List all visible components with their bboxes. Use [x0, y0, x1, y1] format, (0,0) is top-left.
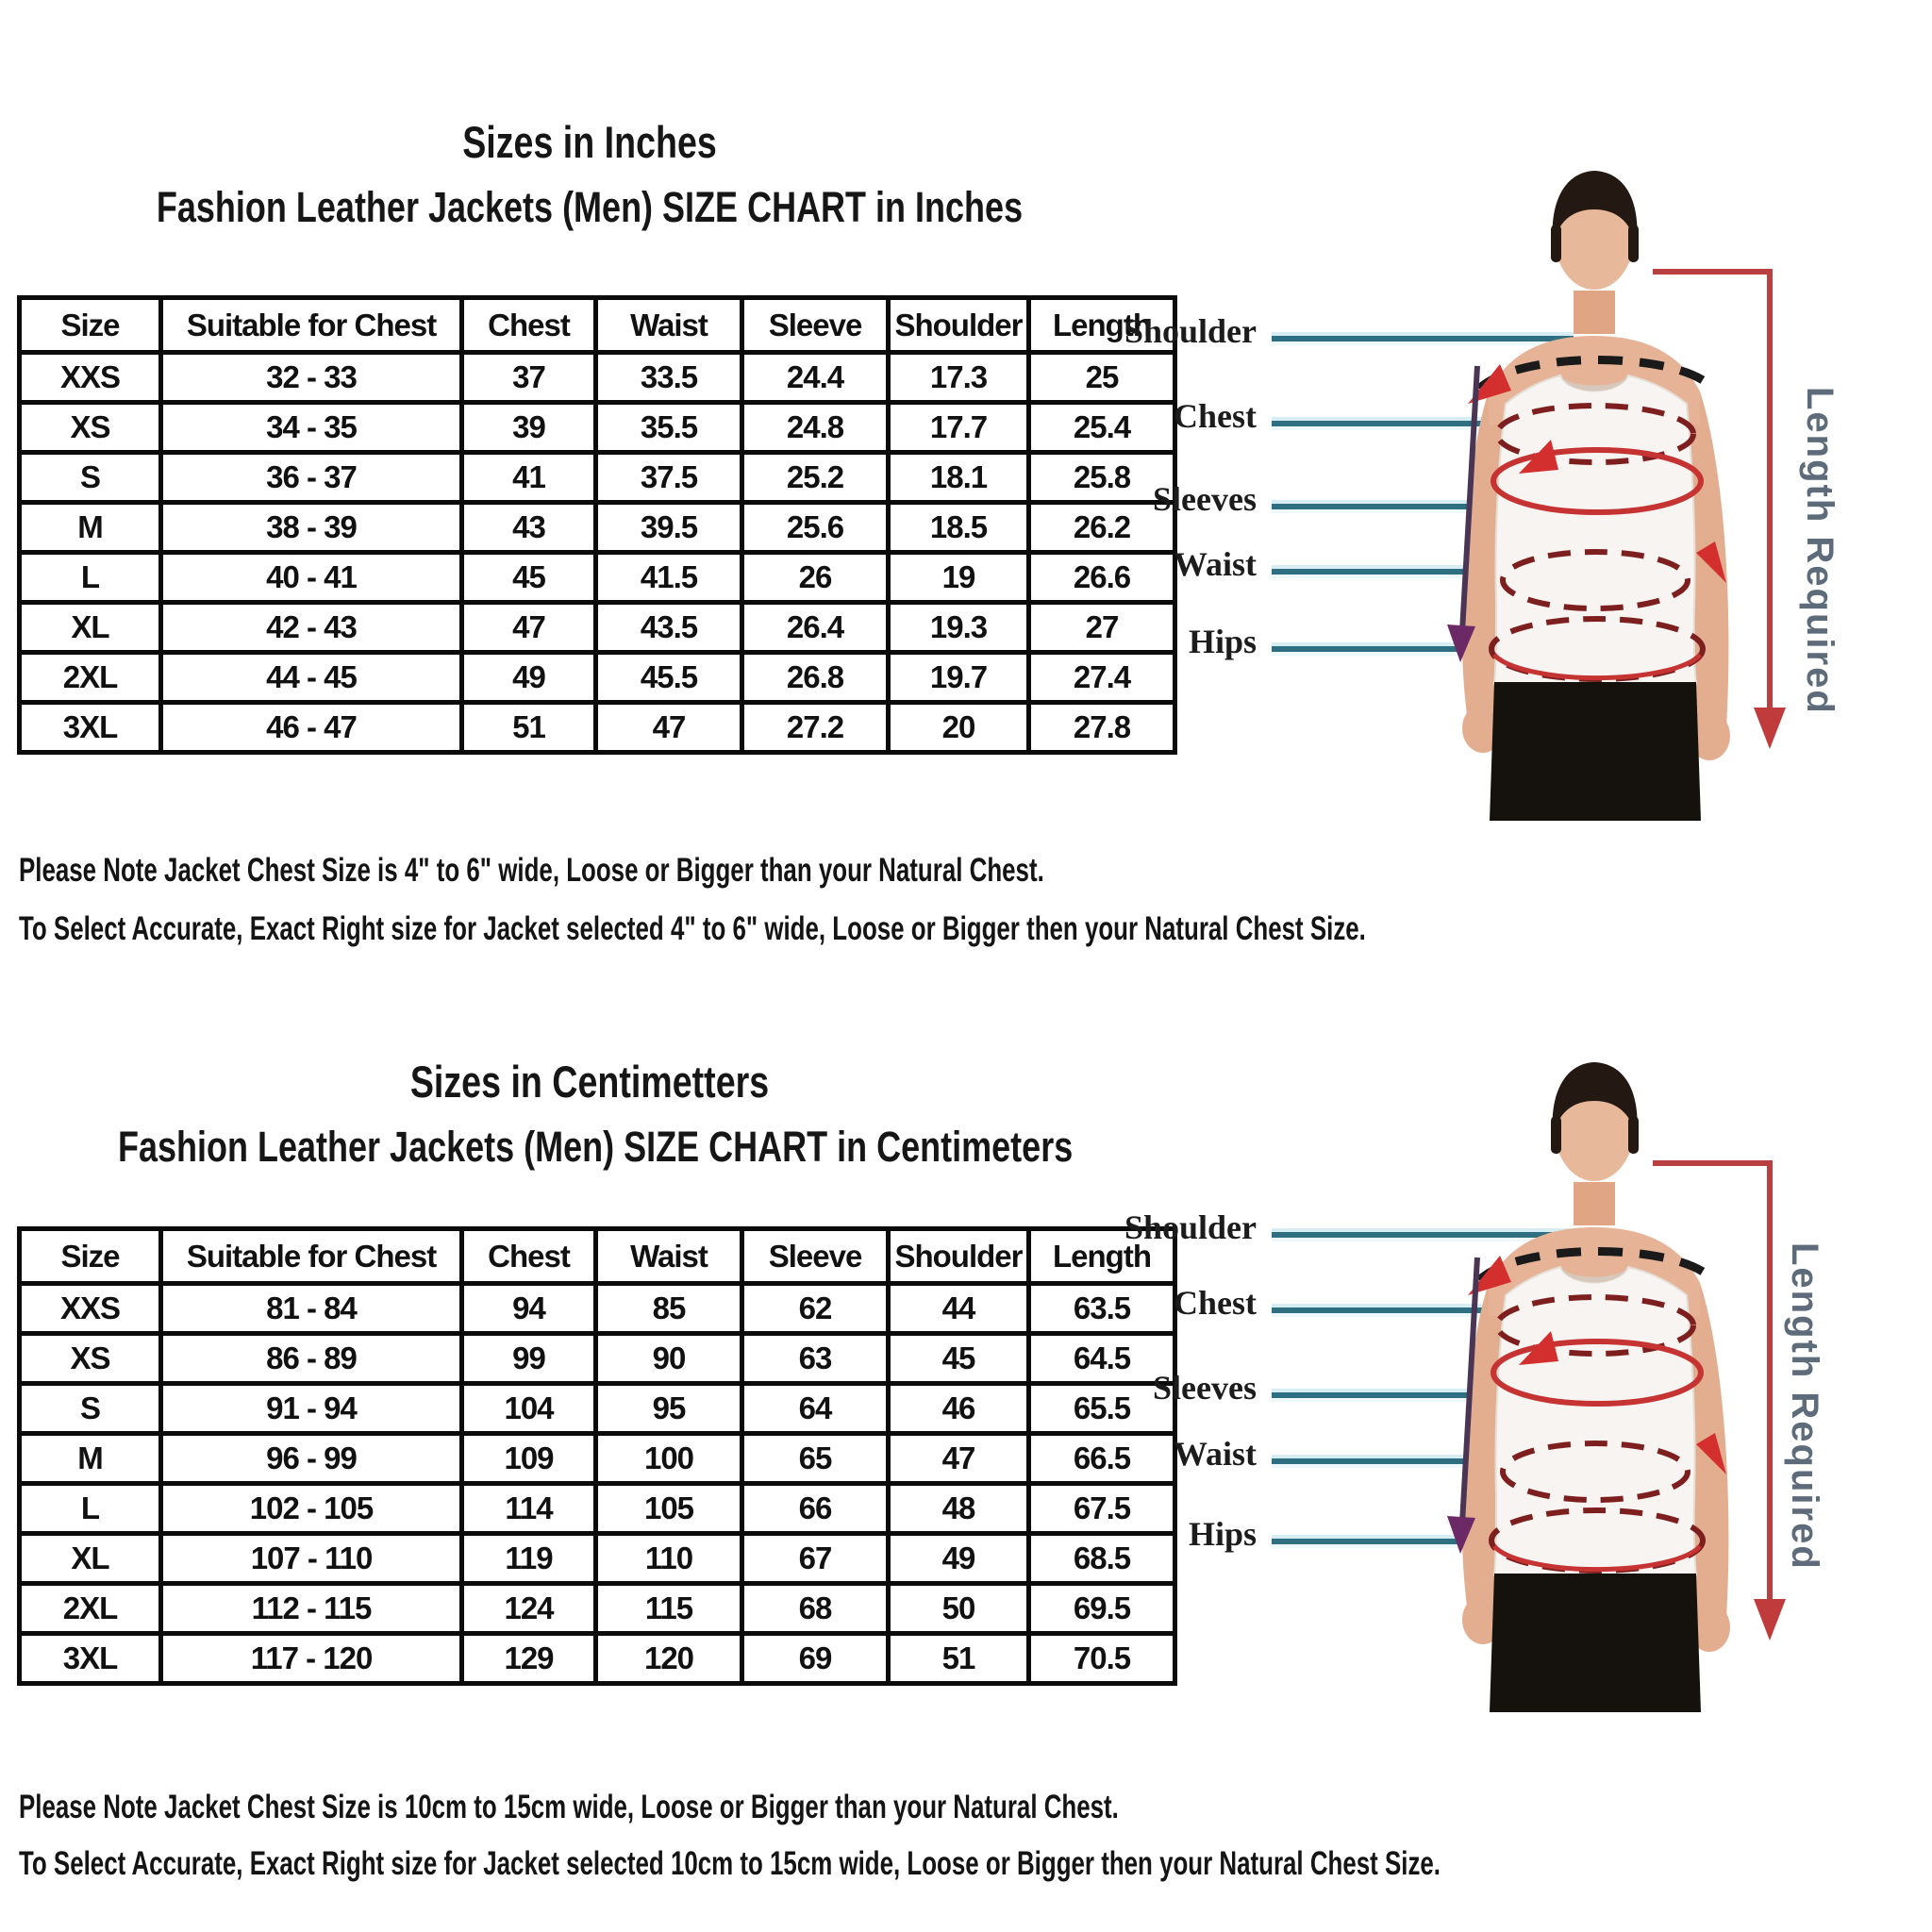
- table-cell: 2XL: [20, 1584, 161, 1634]
- table-cell: 47: [889, 1434, 1029, 1484]
- table-cell: 49: [462, 653, 596, 703]
- table-cell: 109: [462, 1434, 596, 1484]
- table-cell: 63.5: [1029, 1284, 1175, 1334]
- measurement-figure-centimeters: [1113, 1080, 1932, 1797]
- table-cell: 66: [742, 1484, 889, 1534]
- table-cell: 20: [889, 703, 1029, 753]
- table-cell: XS: [20, 1334, 161, 1384]
- table-cell: 81 - 84: [161, 1284, 462, 1334]
- table-cell: 46: [889, 1384, 1029, 1434]
- tank-top: [1494, 375, 1696, 684]
- table-row: [20, 1584, 1175, 1634]
- table-cell: 25: [1029, 353, 1175, 403]
- table-cell: 45: [462, 553, 596, 603]
- table-cell: 25.8: [1029, 453, 1175, 503]
- table-cell: 47: [596, 703, 742, 753]
- table-cell: 18.1: [889, 453, 1029, 503]
- table-cell: 2XL: [20, 653, 161, 703]
- table-cell: 70.5: [1029, 1634, 1175, 1684]
- note-line: Please Note Jacket Chest Size is 4" to 6" wide, Loose or Bigger than your Natural Chest.: [19, 852, 1044, 889]
- note-line: Please Note Jacket Chest Size is 10cm to 15cm wide, Loose or Bigger than your Natural Chest.: [19, 1789, 1119, 1825]
- man-figure-illustration: [1377, 995, 1811, 1712]
- table-cell: 17.7: [889, 403, 1029, 453]
- table-cell: 46 - 47: [161, 703, 462, 753]
- figure-label-hips: Hips: [1188, 1515, 1257, 1553]
- table-cell: 26.2: [1029, 503, 1175, 553]
- table-cell: 48: [889, 1484, 1029, 1534]
- table-cell: 42 - 43: [161, 603, 462, 653]
- table-cell: 64: [742, 1384, 889, 1434]
- table-row: [20, 353, 1175, 403]
- figure-label-shoulder: Shoulder: [1124, 1208, 1257, 1246]
- table-row: [20, 1634, 1175, 1684]
- table-cell: 40 - 41: [161, 553, 462, 603]
- table-cell: 69: [742, 1634, 889, 1684]
- table-cell: 3XL: [20, 1634, 161, 1684]
- table-cell: 25.4: [1029, 403, 1175, 453]
- table-cell: L: [20, 1484, 161, 1534]
- size-table-centimeters: [17, 1226, 1177, 1686]
- table-cell: 95: [596, 1384, 742, 1434]
- table-cell: XXS: [20, 1284, 161, 1334]
- table-cell: 24.8: [742, 403, 889, 453]
- table-row: [20, 603, 1175, 653]
- table-cell: 19.7: [889, 653, 1029, 703]
- table-cell: 120: [596, 1634, 742, 1684]
- table-cell: L: [20, 553, 161, 603]
- table-cell: 35.5: [596, 403, 742, 453]
- table-cell: 25.6: [742, 503, 889, 553]
- length-required-label: Length Required: [1799, 387, 1840, 715]
- measurement-figure-inches: [1113, 104, 1932, 821]
- table-cell: 27: [1029, 603, 1175, 653]
- table-row: [20, 503, 1175, 553]
- table-row: [20, 453, 1175, 503]
- table-cell: 26.6: [1029, 553, 1175, 603]
- table-cell: 27.8: [1029, 703, 1175, 753]
- table-cell: 27.2: [742, 703, 889, 753]
- figure-label-chest: Chest: [1174, 1284, 1257, 1322]
- column-header: Sleeve: [742, 1229, 889, 1284]
- table-cell: S: [20, 1384, 161, 1434]
- section-title-inches: Sizes in Inches: [462, 117, 717, 167]
- table-cell: 68.5: [1029, 1534, 1175, 1584]
- table-row: [20, 1384, 1175, 1434]
- figure-label-waist: Waist: [1173, 1435, 1257, 1473]
- table-cell: 62: [742, 1284, 889, 1334]
- column-header: Shoulder: [889, 1229, 1029, 1284]
- table-cell: 44: [889, 1284, 1029, 1334]
- table-cell: 45: [889, 1334, 1029, 1384]
- table-cell: 50: [889, 1584, 1029, 1634]
- column-header: Suitable for Chest: [161, 298, 462, 353]
- table-cell: 34 - 35: [161, 403, 462, 453]
- table-cell: 51: [462, 703, 596, 753]
- table-cell: 86 - 89: [161, 1334, 462, 1384]
- table-cell: 37.5: [596, 453, 742, 503]
- table-cell: 105: [596, 1484, 742, 1534]
- size-table-inches: [17, 295, 1177, 755]
- table-cell: 114: [462, 1484, 596, 1534]
- table-cell: 45.5: [596, 653, 742, 703]
- table-cell: 99: [462, 1334, 596, 1384]
- table-cell: 26.8: [742, 653, 889, 703]
- table-cell: 107 - 110: [161, 1534, 462, 1584]
- table-cell: 41: [462, 453, 596, 503]
- table-cell: 100: [596, 1434, 742, 1484]
- table-cell: 65: [742, 1434, 889, 1484]
- table-cell: 24.4: [742, 353, 889, 403]
- table-cell: 124: [462, 1584, 596, 1634]
- column-header: Chest: [462, 1229, 596, 1284]
- table-cell: 90: [596, 1334, 742, 1384]
- column-header: Shoulder: [889, 298, 1029, 353]
- table-cell: 32 - 33: [161, 353, 462, 403]
- table-row: [20, 1484, 1175, 1534]
- table-cell: 47: [462, 603, 596, 653]
- column-header: Size: [20, 298, 161, 353]
- neck: [1574, 291, 1615, 334]
- figure-label-shoulder: Shoulder: [1124, 312, 1257, 350]
- table-cell: 66.5: [1029, 1434, 1175, 1484]
- table-cell: 19.3: [889, 603, 1029, 653]
- table-cell: 37: [462, 353, 596, 403]
- man-figure-illustration: [1377, 104, 1811, 821]
- table-cell: XS: [20, 403, 161, 453]
- table-cell: 26.4: [742, 603, 889, 653]
- table-cell: 25.2: [742, 453, 889, 503]
- table-cell: 41.5: [596, 553, 742, 603]
- table-cell: 36 - 37: [161, 453, 462, 503]
- table-row: [20, 403, 1175, 453]
- table-cell: 69.5: [1029, 1584, 1175, 1634]
- table-cell: 49: [889, 1534, 1029, 1584]
- table-cell: 33.5: [596, 353, 742, 403]
- section-subtitle-centimeters: Fashion Leather Jackets (Men) SIZE CHART in Centimeters: [118, 1123, 1074, 1172]
- pants: [1490, 1574, 1701, 1712]
- section-title-centimeters: Sizes in Centimetters: [409, 1057, 770, 1107]
- table-cell: 67: [742, 1534, 889, 1584]
- figure-label-sleeves: Sleeves: [1153, 480, 1257, 518]
- note-line: To Select Accurate, Exact Right size for Jacket selected 10cm to 15cm wide, Loose or Bigger then your Natural Chest Size.: [19, 1845, 1441, 1882]
- table-cell: 27.4: [1029, 653, 1175, 703]
- table-cell: 19: [889, 553, 1029, 603]
- table-cell: 115: [596, 1584, 742, 1634]
- table-row: [20, 1284, 1175, 1334]
- column-header: Sleeve: [742, 298, 889, 353]
- column-header: Waist: [596, 298, 742, 353]
- section-subtitle-inches: Fashion Leather Jackets (Men) SIZE CHART in Inches: [156, 183, 1024, 232]
- table-cell: 112 - 115: [161, 1584, 462, 1634]
- table-row: [20, 1434, 1175, 1484]
- table-header-row: [20, 298, 1175, 353]
- table-row: [20, 653, 1175, 703]
- column-header: Chest: [462, 298, 596, 353]
- table-cell: 39.5: [596, 503, 742, 553]
- table-cell: 63: [742, 1334, 889, 1384]
- table-cell: 117 - 120: [161, 1634, 462, 1684]
- table-cell: 102 - 105: [161, 1484, 462, 1534]
- table-cell: 85: [596, 1284, 742, 1334]
- table-cell: 67.5: [1029, 1484, 1175, 1534]
- table-cell: XL: [20, 603, 161, 653]
- table-cell: 3XL: [20, 703, 161, 753]
- table-row: [20, 553, 1175, 603]
- table-row: [20, 1334, 1175, 1384]
- table-header-row: [20, 1229, 1175, 1284]
- pants: [1490, 682, 1701, 821]
- table-row: [20, 1534, 1175, 1584]
- table-cell: 39: [462, 403, 596, 453]
- table-cell: 110: [596, 1534, 742, 1584]
- table-cell: 91 - 94: [161, 1384, 462, 1434]
- table-cell: 51: [889, 1634, 1029, 1684]
- table-cell: XL: [20, 1534, 161, 1584]
- table-cell: 26: [742, 553, 889, 603]
- table-cell: 17.3: [889, 353, 1029, 403]
- table-cell: M: [20, 1434, 161, 1484]
- table-cell: 38 - 39: [161, 503, 462, 553]
- table-cell: 44 - 45: [161, 653, 462, 703]
- table-cell: 18.5: [889, 503, 1029, 553]
- table-cell: 129: [462, 1634, 596, 1684]
- column-header: Length: [1029, 298, 1175, 353]
- note-line: To Select Accurate, Exact Right size for Jacket selected 4" to 6" wide, Loose or Bigger then your Natural Chest Size.: [19, 910, 1366, 947]
- table-cell: XXS: [20, 353, 161, 403]
- figure-label-hips: Hips: [1188, 623, 1257, 660]
- column-header: Suitable for Chest: [161, 1229, 462, 1284]
- figure-label-sleeves: Sleeves: [1153, 1369, 1257, 1407]
- column-header: Length: [1029, 1229, 1175, 1284]
- table-cell: 94: [462, 1284, 596, 1334]
- neck: [1574, 1182, 1615, 1225]
- table-cell: 65.5: [1029, 1384, 1175, 1434]
- figure-label-waist: Waist: [1173, 545, 1257, 583]
- table-cell: S: [20, 453, 161, 503]
- table-cell: M: [20, 503, 161, 553]
- length-required-label: Length Required: [1784, 1242, 1825, 1571]
- column-header: Size: [20, 1229, 161, 1284]
- figure-label-chest: Chest: [1174, 397, 1257, 435]
- table-row: [20, 703, 1175, 753]
- column-header: Waist: [596, 1229, 742, 1284]
- table-cell: 119: [462, 1534, 596, 1584]
- table-cell: 43: [462, 503, 596, 553]
- table-cell: 43.5: [596, 603, 742, 653]
- table-cell: 96 - 99: [161, 1434, 462, 1484]
- table-cell: 68: [742, 1584, 889, 1634]
- table-cell: 64.5: [1029, 1334, 1175, 1384]
- tank-top: [1494, 1267, 1696, 1575]
- table-cell: 104: [462, 1384, 596, 1434]
